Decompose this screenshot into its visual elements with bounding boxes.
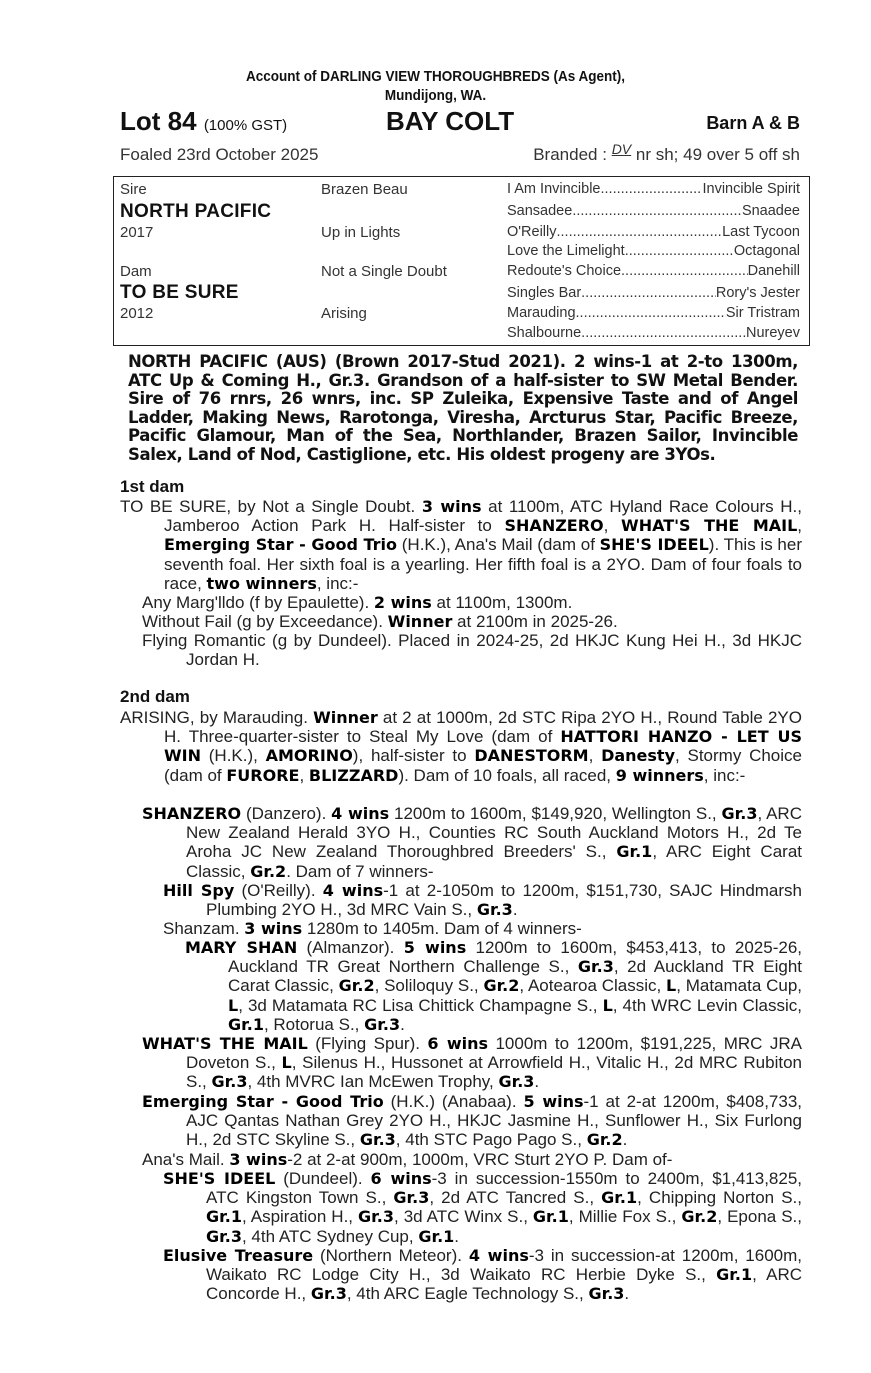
text-run: Shanzam. (163, 919, 245, 938)
pedigree-g3-row: O'Reilly ..... Last Tycoon (507, 224, 800, 240)
text-run: ). Dam of 10 foals, all raced, (398, 765, 616, 785)
text-run: , Soliloquy S., (374, 976, 484, 996)
gst-note: (100% GST) (203, 117, 288, 134)
bold-highlight: Winner (387, 612, 453, 631)
text-run: 1200m to 1600m, $453,413, to 2025-26, Auckland TR Great Northern Challenge S., (228, 938, 802, 977)
text-run: (O'Reilly). (234, 881, 323, 900)
text-run: (H.K.) (Anabaa). (383, 1092, 524, 1111)
text-run: . (624, 1284, 630, 1304)
vendor-location-line: Mundijong, WA. (384, 87, 487, 104)
text-run: , 2d Auckland TR Eight Carat Classic, (228, 957, 802, 996)
bold-highlight: Gr.3 (206, 1226, 242, 1246)
text-run: , Millie Fox S., (568, 1207, 682, 1227)
text-run: . (512, 900, 518, 920)
bold-highlight: Emerging Star - Good Trio (142, 1092, 384, 1111)
text-run: TO BE SURE, by Not a Single Doubt. (120, 497, 422, 516)
bold-highlight: 3 wins (244, 919, 303, 938)
text-run: , (299, 765, 309, 785)
pedigree-g3-row: Sansadee ..... Snaadee (507, 203, 800, 219)
text-run: 1000m to 1200m, $191,225, MRC JRA Doveton S., (186, 1034, 802, 1073)
sire-name: NORTH PACIFIC (120, 201, 272, 222)
text-run: , 4th ARC Eagle Technology S., (346, 1284, 589, 1304)
pedigree-g2-sire-sire: Brazen Beau (321, 181, 408, 198)
bold-highlight: SHANZERO (504, 516, 604, 536)
text-run: (H.K.), Ana's Mail (dam of (397, 535, 600, 555)
text-run: , inc:- (703, 765, 746, 785)
sire-label: Sire (120, 181, 147, 198)
bold-highlight: SHANZERO (142, 804, 242, 823)
pedigree-g2-sire-dam: Up in Lights (321, 224, 401, 241)
text-run: 1200m to 1600m, $149,920, Wellington S., (389, 804, 722, 823)
bold-highlight: Gr.3 (498, 1072, 535, 1092)
text-run: (Dundeel). (275, 1169, 371, 1188)
brand-description (533, 141, 800, 165)
bold-highlight: 4 wins (331, 804, 390, 823)
text-run: , Epona S., (717, 1207, 802, 1227)
bold-highlight: Gr.1 (532, 1207, 569, 1227)
horse-description: BAY COLT (386, 106, 515, 136)
text-run: , 4th ATC Sydney Cup, (241, 1226, 419, 1246)
bold-highlight: 3 wins (421, 497, 482, 516)
dam1-entry (142, 593, 802, 612)
text-run: ARISING, by Marauding. (120, 708, 314, 727)
bold-highlight: 9 winners (615, 765, 704, 785)
text-run: , Chipping Norton S., (637, 1188, 802, 1208)
bold-highlight: 2 wins (373, 593, 432, 612)
dam-year: 2012 (120, 305, 154, 322)
pedigree-g3-row: Redoute's Choice ..... Danehill (507, 263, 800, 279)
bold-highlight: Gr.2 (338, 976, 375, 996)
text-run: Any Marg'lldo (f by Epaulette). (142, 593, 374, 612)
text-run: , Rotorua S., (263, 1014, 365, 1034)
bold-highlight: WHAT'S THE MAIL (621, 516, 798, 536)
text-run: Ana's Mail. (142, 1150, 230, 1169)
text-run: , Matamata Cup, (676, 976, 802, 996)
pedigree-table (113, 176, 810, 346)
dam2-entry (142, 1092, 803, 1150)
bold-highlight: Hill Spy (163, 881, 235, 900)
dam2-entry (163, 881, 803, 920)
text-run: , 4th MVRC Ian McEwen Trophy, (247, 1072, 499, 1092)
bold-highlight: L (602, 995, 613, 1015)
bold-highlight: SHE'S IDEEL (599, 535, 709, 555)
bold-highlight: 3 wins (229, 1150, 288, 1169)
bold-highlight: L (281, 1053, 292, 1073)
text-run: , ARC New Zealand Herald 3YO H., Counties RC South Auckland Motors H., 2d Te Aroha JC New Zealand Thoroughbred Breeders' S., (186, 804, 802, 862)
dam2-entry (163, 1246, 803, 1304)
dam-label: Dam (120, 263, 152, 280)
brand-suffix: nr sh; 49 over 5 off sh (635, 145, 800, 164)
dam2-entry (142, 804, 802, 881)
text-run: (Northern Meteor). (313, 1246, 469, 1265)
text-run: , 2d ATC Tancred S., (429, 1188, 602, 1208)
pedigree-g2-dam-dam: Arising (321, 305, 367, 322)
bold-highlight: Winner (313, 708, 378, 727)
bold-highlight: Gr.3 (393, 1188, 430, 1208)
bold-highlight: Gr.1 (418, 1226, 455, 1246)
bold-highlight: Gr.1 (228, 1014, 264, 1034)
text-run: (Almanzor). (297, 938, 404, 957)
bold-highlight: two winners (206, 573, 317, 593)
text-run: (Flying Spur). (307, 1034, 428, 1053)
bold-highlight: Gr.1 (206, 1207, 242, 1227)
text-run: -3 in succession-1550m to 2400m, $1,413,825, ATC Kingston Town S., (206, 1169, 803, 1208)
bold-highlight: 6 wins (370, 1169, 432, 1188)
text-run: , 4th WRC Levin Classic, (612, 995, 802, 1015)
barn-location: Barn A & B (706, 113, 800, 133)
text-run: , (603, 516, 622, 536)
dam2-entry (143, 1150, 802, 1169)
pedigree-g3-row: Singles Bar ..... Rory's Jester (507, 285, 800, 301)
text-run: -1 at 2-at 1200m, $408,733, AJC Qantas Nathan Grey 2YO H., HKJC Jasmine H., Sunflower H., Six Furlong H., 2d STC Skyline S., (186, 1092, 803, 1150)
text-run: , inc:- (316, 573, 359, 593)
text-run: , ARC Eight Carat Classic, (186, 842, 802, 881)
dam2-entry (163, 1169, 803, 1246)
pedigree-g2-dam-sire: Not a Single Doubt (321, 263, 447, 280)
text-run: , (797, 516, 802, 536)
text-run: , 3d ATC Winx S., (393, 1207, 533, 1227)
text-run: Without Fail (g by Exceedance). (142, 612, 388, 631)
text-run: , Aspiration H., (241, 1207, 359, 1227)
bold-highlight: L (228, 995, 239, 1015)
bold-highlight: Gr.3 (359, 1130, 396, 1150)
dam1-entry (142, 631, 802, 670)
bold-highlight: MARY SHAN (185, 938, 298, 957)
bold-highlight: L (666, 976, 677, 996)
text-run: (H.K.), (201, 746, 266, 766)
text-run: -3 in succession-at 1200m, 1600m, Waikato RC Lodge City H., 3d Waikato RC Herbie Dyke S., (206, 1246, 803, 1285)
text-run: at 1100m, 1300m. (431, 593, 573, 612)
text-run: -2 at 2-at 900m, 1000m, VRC Sturt 2YO P. Dam of- (287, 1150, 673, 1169)
bold-highlight: Gr.1 (616, 842, 653, 862)
pedigree-g3-row: I Am Invincible ..... Invincible Spirit (507, 181, 800, 197)
dam1-entry (142, 612, 802, 631)
text-run: . Dam of 7 winners- (286, 861, 434, 881)
bold-highlight: DANESTORM (474, 746, 589, 766)
text-run: , Aotearoa Classic, (519, 976, 667, 996)
text-run: , Silenus H., Hussonet at Arrowfield H., Vitalic H., 2d MRC Rubiton S., (186, 1053, 802, 1092)
bold-highlight: Gr.3 (358, 1207, 394, 1227)
bold-highlight: Gr.1 (716, 1265, 753, 1285)
sire-summary: NORTH PACIFIC (AUS) (Brown 2017-Stud 2021). 2 wins-1 at 2-to 1300m, ATC Up & Coming H., Gr.3. Grandson of a half-sister to SW Metal Bender. Sire of 76 rnrs, 26 wnrs, inc. SP Zuleika, Expensive Taste and of Angel Ladder, Making News, Rarotonga, Viresha, Arcturus Star, Pacific Breeze, Pacific Glamour, Man of the Sea, Northlander, Brazen Sailor, Invincible Salex, Land of Nod, Castiglione, etc. His oldest progeny are 3YOs. (128, 352, 798, 464)
bold-highlight: Gr.2 (250, 861, 287, 881)
foaling-date: Foaled 23rd October 2025 (120, 145, 319, 164)
lot-label: Lot 84 (120, 106, 197, 136)
bold-highlight: WHAT'S THE MAIL (142, 1034, 308, 1053)
second-dam-heading: 2nd dam (120, 687, 190, 706)
bold-highlight: Emerging Star - Good Trio (164, 535, 398, 555)
bold-highlight: AMORINO (265, 746, 353, 766)
text-run: at 1100m, ATC Hyland Race Colours H., Jamberoo Action Park H. Half-sister to (164, 497, 802, 536)
bold-highlight: BLIZZARD (308, 765, 399, 785)
bold-highlight: Gr.3 (476, 900, 513, 920)
text-run: ). This is her seventh foal. Her sixth foal is a yearling. Her fifth foal is a 2YO. Dam of four foals to race, (164, 535, 803, 593)
text-run: at 2100m in 2025-26. (452, 612, 618, 631)
text-run: , 4th STC Pago Pago S., (395, 1130, 587, 1150)
bold-highlight: 4 wins (322, 881, 384, 900)
pedigree-g3-row: Love the Limelight ..... Octagonal (507, 243, 800, 259)
bold-highlight: FURORE (226, 765, 300, 785)
dam2-entry (164, 919, 802, 938)
bold-highlight: 6 wins (427, 1034, 489, 1053)
text-run: Flying Romantic (g by Dundeel). Placed in 2024-25, 2d HKJC Kung Hei H., 3d HKJC Jordan H. (142, 631, 802, 670)
bold-highlight: Gr.1 (601, 1188, 638, 1208)
text-run: , (588, 746, 602, 766)
pedigree-g3-row: Shalbourne ..... Nureyev (507, 325, 800, 341)
dam2-entry (185, 938, 802, 1034)
brand-mark: DV (611, 141, 632, 157)
bold-highlight: Elusive Treasure (163, 1246, 314, 1265)
text-run: 1280m to 1405m. Dam of 4 winners- (302, 919, 582, 938)
vendor-account-line: Account of DARLING VIEW THOROUGHBREDS (As Agent), (245, 68, 625, 85)
text-run: , Stormy Choice (dam of (164, 746, 802, 785)
dam-name: TO BE SURE (120, 282, 239, 303)
bold-highlight: Gr.3 (364, 1014, 401, 1034)
bold-highlight: 5 wins (523, 1092, 584, 1111)
bold-highlight: Gr.2 (586, 1130, 623, 1150)
text-run: -1 at 2-1050m to 1200m, $151,730, SAJC Hindmarsh Plumbing 2YO H., 3d MRC Vain S., (206, 881, 803, 920)
bold-highlight: Danesty (601, 746, 675, 766)
bold-highlight: Gr.2 (681, 1207, 718, 1227)
bold-highlight: HATTORI HANZO - LET US WIN (164, 727, 802, 766)
dam2-entry (120, 708, 802, 785)
bold-highlight: 5 wins (403, 938, 467, 957)
bold-highlight: Gr.3 (310, 1284, 347, 1304)
text-run: , 3d Matamata RC Lisa Chittick Champagne S., (238, 995, 603, 1015)
dam1-entry (120, 497, 803, 593)
text-run: (Danzero). (241, 804, 332, 823)
text-run: . (400, 1014, 405, 1034)
brand-prefix: Branded : (533, 145, 607, 164)
bold-highlight: Gr.3 (588, 1284, 625, 1304)
bold-highlight: SHE'S IDEEL (163, 1169, 276, 1188)
lot-number (120, 106, 287, 137)
bold-highlight: 4 wins (468, 1246, 529, 1265)
text-run: , ARC Concorde H., (206, 1265, 802, 1304)
text-run: at 2 at 1000m, 2d STC Ripa 2YO H., Round Table 2YO H. Three-quarter-sister to Steal My Love (dam of (164, 708, 802, 747)
sire-year: 2017 (120, 224, 154, 241)
bold-highlight: Gr.3 (211, 1072, 248, 1092)
text-run: . (454, 1226, 460, 1246)
bold-highlight: Gr.2 (483, 976, 520, 996)
text-run: ), half-sister to (352, 746, 475, 766)
dam2-entry (142, 1034, 802, 1092)
text-run: . (534, 1072, 540, 1092)
bold-highlight: Gr.3 (721, 804, 758, 823)
text-run: . (622, 1130, 628, 1150)
pedigree-g3-row: Marauding ..... Sir Tristram (507, 305, 800, 321)
first-dam-heading: 1st dam (120, 477, 185, 496)
bold-highlight: Gr.3 (577, 957, 614, 977)
